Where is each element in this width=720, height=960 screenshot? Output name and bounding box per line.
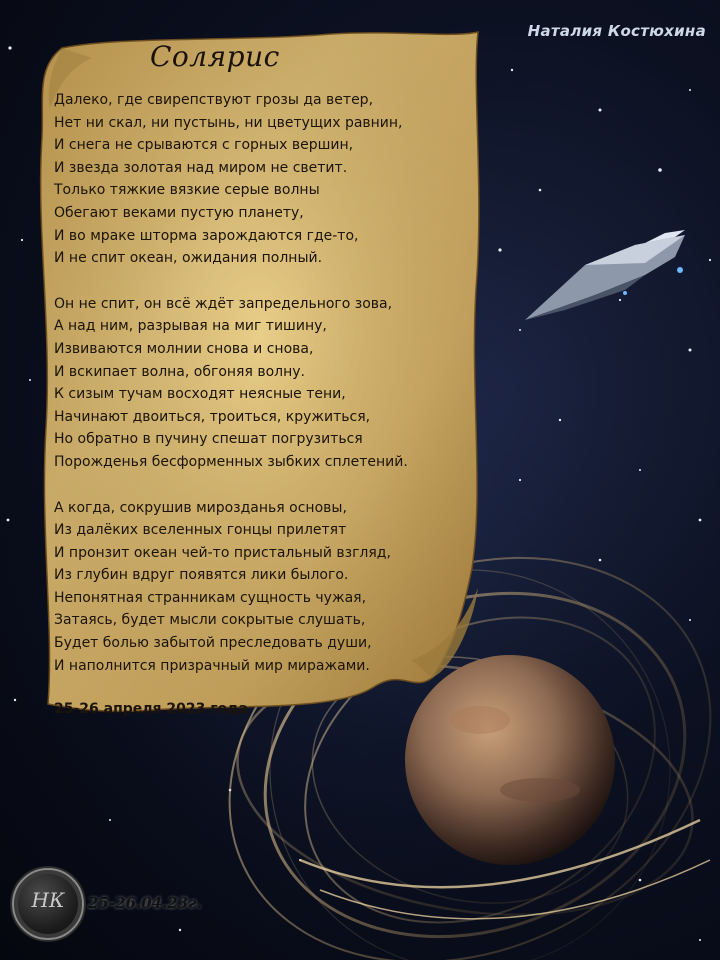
- author-name: Наталия Костюхина: [527, 22, 706, 40]
- seal-monogram: НК: [31, 888, 65, 912]
- poem-line: А когда, сокрушив мирозданья основы,: [54, 499, 347, 516]
- poem-line: К сизым тучам восходят неясные тени,: [54, 386, 346, 403]
- poem-line: И пронзит океан чей-то пристальный взгляд,: [54, 544, 391, 561]
- poem-line: Из глубин вдруг появятся лики былого.: [54, 567, 349, 584]
- poem-line: И не спит океан, ожидания полный.: [54, 250, 323, 267]
- poem-line: Далеко, где свирепствуют грозы да ветер,: [54, 92, 374, 108]
- poem-line: Только тяжкие вязкие серые волны: [54, 182, 320, 199]
- poem-line: Нет ни скал, ни пустынь, ни цветущих равнин,: [54, 114, 403, 131]
- poem-line: И во мраке шторма зарождаются где-то,: [54, 227, 359, 244]
- poem-line: И снега не срываются с горных вершин,: [54, 137, 354, 154]
- poem-line: Непонятная странникам сущность чужая,: [54, 589, 367, 606]
- poem-line: Начинают двоиться, троиться, кружиться,: [54, 408, 371, 425]
- poem-line: Он не спит, он всё ждёт запредельного зова,: [54, 295, 393, 312]
- poem-line: А над ним, разрывая на миг тишину,: [54, 318, 327, 335]
- stanza-3: [54, 497, 474, 678]
- poem-title: Солярис: [150, 40, 280, 73]
- poem-line: И вскипает волна, обгоняя волну.: [54, 363, 305, 380]
- poem-line: Будет болью забытой преследовать души,: [54, 635, 372, 652]
- poem-line: И звезда золотая над миром не светит.: [54, 159, 348, 176]
- poem-line: Извиваются молнии снова и снова,: [54, 340, 314, 357]
- poem-line: Обегают веками пустую планету,: [54, 204, 304, 221]
- poem-line: Из далёких вселенных гонцы прилетят: [54, 522, 347, 539]
- stanza-1: [54, 89, 474, 270]
- monogram-seal-icon: [12, 868, 84, 940]
- poem-body: [54, 89, 474, 721]
- stanza-2: [54, 293, 474, 474]
- stamp-date: 25-26.04.23г.: [88, 894, 202, 912]
- poem-line: Порожденья бесформенных зыбких сплетений.: [54, 453, 408, 470]
- poem-line: Затаясь, будет мысли сокрытые слушать,: [54, 612, 366, 629]
- poem-date: 25-26 апреля 2023 года: [54, 701, 248, 718]
- poem-line: Но обратно в пучину спешат погрузиться: [54, 431, 363, 448]
- poem-line: И наполнится призрачный мир миражами.: [54, 657, 370, 674]
